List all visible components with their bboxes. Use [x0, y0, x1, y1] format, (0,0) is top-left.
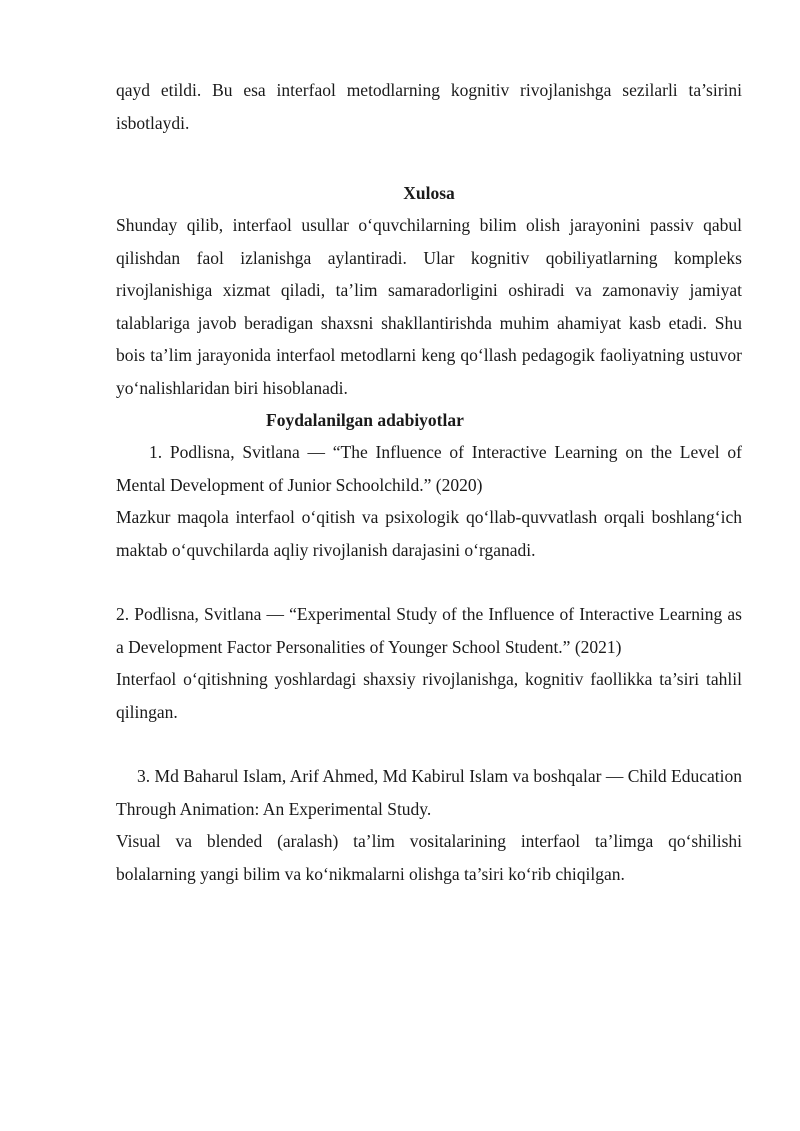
- reference-citation: 3. Md Baharul Islam, Arif Ahmed, Md Kabirul Islam va boshqalar — Child Education Through Animation: An Experimental Study.: [116, 766, 742, 819]
- intro-paragraph: qayd etildi. Bu esa interfaol metodlarning kognitiv rivojlanishga sezilarli ta’sirini isbotlaydi.: [116, 80, 742, 133]
- reference-annotation: Mazkur maqola interfaol o‘qitish va psixologik qo‘llab-quvvatlash orqali boshlang‘ich maktab o‘quvchilarda aqliy rivojlanish darajasini o‘rganadi.: [116, 507, 742, 560]
- reference-item-1: [116, 436, 742, 566]
- conclusion-paragraph: Shunday qilib, interfaol usullar o‘quvchilarning bilim olish jarayonini passiv qabul qilishdan faol izlanishga aylantiradi. Ular kognitiv qobiliyatlarning kompleks rivojlanishiga xizmat qiladi, ta’lim samaradorligini oshiradi va zamonaviy jamiyat talablariga javob beradigan shaxsni shakllantirishda muhim ahamiyat kasb etadi. Shu bois ta’lim jarayonida interfaol metodlarni keng qo‘llash pedagogik faoliyatning ustuvor yo‘nalishlaridan biri hisoblanadi.: [116, 215, 742, 398]
- reference-citation: 2. Podlisna, Svitlana — “Experimental Study of the Influence of Interactive Learning as a Development Factor Personalities of Younger School Student.” (2021): [116, 604, 742, 657]
- reference-annotation: Visual va blended (aralash) ta’lim vositalarining interfaol ta’limga qo‘shilishi bolalarning yangi bilim va ko‘nikmalarni olishga ta’siri ko‘rib chiqilgan.: [116, 831, 742, 884]
- reference-citation: 1. Podlisna, Svitlana — “The Influence of Interactive Learning on the Level of Mental Development of Junior Schoolchild.” (2020): [116, 442, 742, 495]
- reference-item-2: [116, 598, 742, 728]
- references-heading: Foydalanilgan adabiyotlar: [266, 410, 464, 430]
- reference-annotation: Interfaol o‘qitishning yoshlardagi shaxsiy rivojlanishga, kognitiv faollikka ta’siri tahlil qilingan.: [116, 669, 742, 722]
- reference-item-3: [116, 760, 742, 890]
- conclusion-heading: Xulosa: [403, 183, 455, 203]
